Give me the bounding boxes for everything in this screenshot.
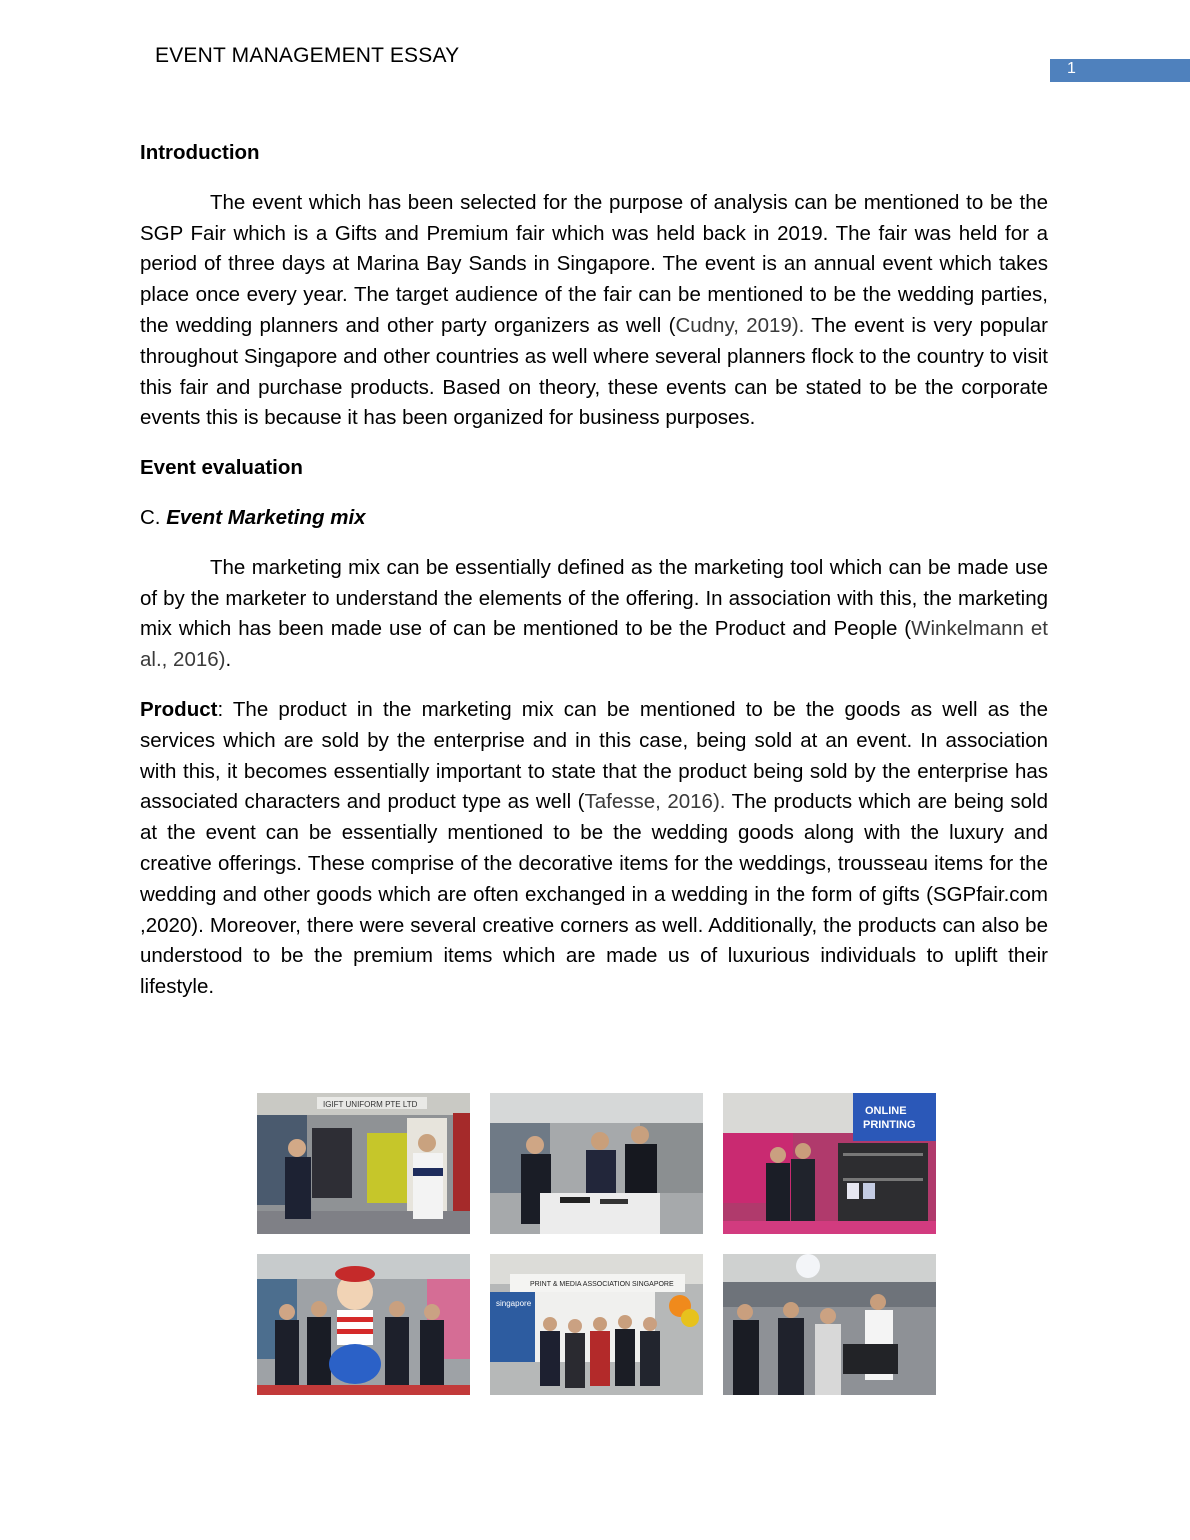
online-sign-text: ONLINE (865, 1105, 907, 1117)
event-photo-device-demo (723, 1254, 936, 1395)
product-text-b: The products which are being sold at the event can be essentially mentioned to be the wedding goods along with the luxury and creative offerings. These comprise of the decorative items for the weddings, trousseau items for the wedding and other goods which are often exchanged in a wedding in the form of gifts (SGPfair.com ,2020). Moreover, there were several creative corners as well. Additionally, the products can also be understood to be the premium items which are made us of luxurious individuals to uplift their lifestyle. (140, 790, 1048, 999)
mix-text-b: . (225, 648, 232, 672)
printing-sign-text: PRINTING (863, 1119, 916, 1131)
intro-text-b: The event is very popular throughout Singapore and other countries as well where several planners flock to the country to visit this fair and purchase products. Based on theory, these events can be stated to be the corporate events this is because it has been organized for business purposes. (140, 313, 1048, 430)
introduction-heading: Introduction (140, 141, 260, 164)
marketing-mix-subheading (140, 503, 1048, 534)
citation-tafesse: Tafesse, 2016). (584, 790, 726, 814)
event-photo-grid (257, 1093, 935, 1395)
intro-text-a: The event which has been selected for the purpose of analysis can be mentioned to be the SGP Fair which is a Gifts and Premium fair which was held back in 2019. The fair was held for a period of three days at Marina Bay Sands in Singapore. The event is an annual event which takes place once every year. The target audience of the fair can be mentioned to be the wedding parties, the wedding planners and other party organizers as well ( (140, 190, 1048, 337)
booth-sign-text: IGIFT UNIFORM PTE LTD (323, 1100, 418, 1109)
event-photo-product-demo (490, 1093, 703, 1234)
introduction-paragraph (140, 188, 1048, 434)
event-photo-booth-visit (257, 1093, 470, 1234)
mix-text-a: The marketing mix can be essentially defined as the marketing tool which can be made use of by the marketer to understand the elements of the offering. In association with this, the marketing mix which has been made use of can be mentioned to be the Product and People ( (140, 555, 1048, 641)
citation-cudny: Cudny, 2019). (675, 313, 805, 337)
page-number-bar (1050, 59, 1190, 82)
event-photo-mascot (257, 1254, 470, 1395)
event-photo-print-media-association (490, 1254, 703, 1395)
citation-winkelmann: Winkelmann et al., 2016) (140, 617, 1048, 672)
product-paragraph (140, 695, 1048, 1003)
evaluation-heading: Event evaluation (140, 456, 303, 480)
header-title: EVENT MANAGEMENT ESSAY (155, 44, 460, 67)
product-text-a: : The product in the marketing mix can be mentioned to be the goods as well as the services which are sold by the enterprise and in this case, being sold at an event. In association with this, it becomes essentially important to state that the product being sold by the enterprise has associated characters and product type as well ( (140, 697, 1048, 814)
marketing-mix-paragraph (140, 553, 1048, 676)
product-label: Product (140, 697, 218, 721)
page-number: 1 (1067, 60, 1076, 77)
brand-sign-text: singapore (496, 1299, 532, 1308)
subheading-title: Event Marketing mix (166, 505, 366, 529)
subheading-prefix: C. (140, 505, 167, 529)
event-photo-online-printing (723, 1093, 936, 1234)
association-sign-text: PRINT & MEDIA ASSOCIATION SINGAPORE (530, 1281, 674, 1288)
essay-body (140, 138, 1048, 1022)
